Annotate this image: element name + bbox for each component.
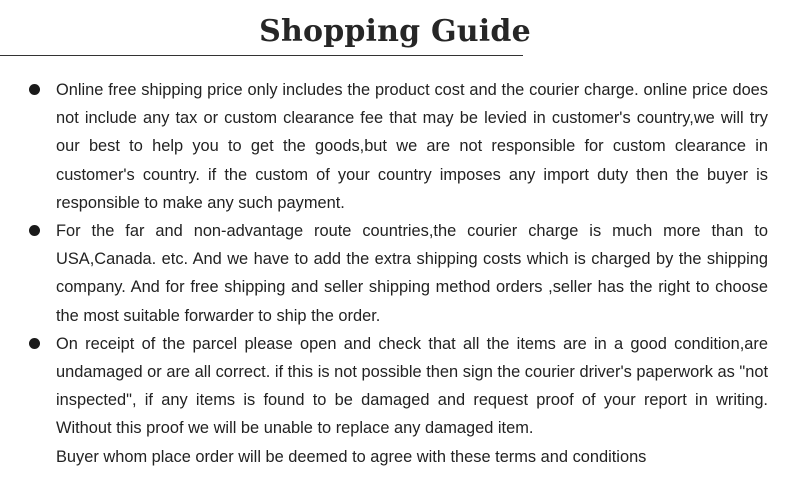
- guide-content: [0, 76, 790, 471]
- guide-item-text: For the far and non-advantage route countries,the courier charge is much more than to USA,Canada. etc. And we have to add the extra shipping costs which is charged by the shipping company. And for free shipping and seller shipping method orders ,seller has the right to choose the most suitable forwarder to ship the order.: [56, 222, 768, 325]
- guide-item-text: On receipt of the parcel please open and check that all the items are in a good condition,are undamaged or are all correct. if this is not possible then sign the courier driver's paperwork as "not inspected", if any items is found to be damaged and request proof of your report in writing. Without this proof we will be unable to replace any damaged item.: [56, 334, 768, 438]
- page-title: Shopping Guide: [259, 14, 531, 49]
- bullet-icon: [29, 225, 40, 236]
- guide-item-text: Online free shipping price only includes the product cost and the courier charge. online price does not include any tax or custom clearance fee that may be levied in customer's country,we will try our best to help you to get the goods,but we are not responsible for custom clearance in customer's country. if the custom of your country imposes any import duty then the buyer is responsible to make any such payment.: [56, 81, 768, 212]
- bullet-icon: [29, 84, 40, 95]
- guide-item-remote-countries: [0, 217, 790, 330]
- header: [0, 0, 790, 60]
- guide-item-shipping-price: [0, 76, 790, 217]
- closing-statement: [0, 443, 790, 471]
- bullet-icon: [29, 338, 40, 349]
- closing-text: Buyer whom place order will be deemed to agree with these terms and conditions: [56, 447, 647, 466]
- guide-item-parcel-inspection: [0, 330, 790, 443]
- title-underline: [0, 55, 523, 56]
